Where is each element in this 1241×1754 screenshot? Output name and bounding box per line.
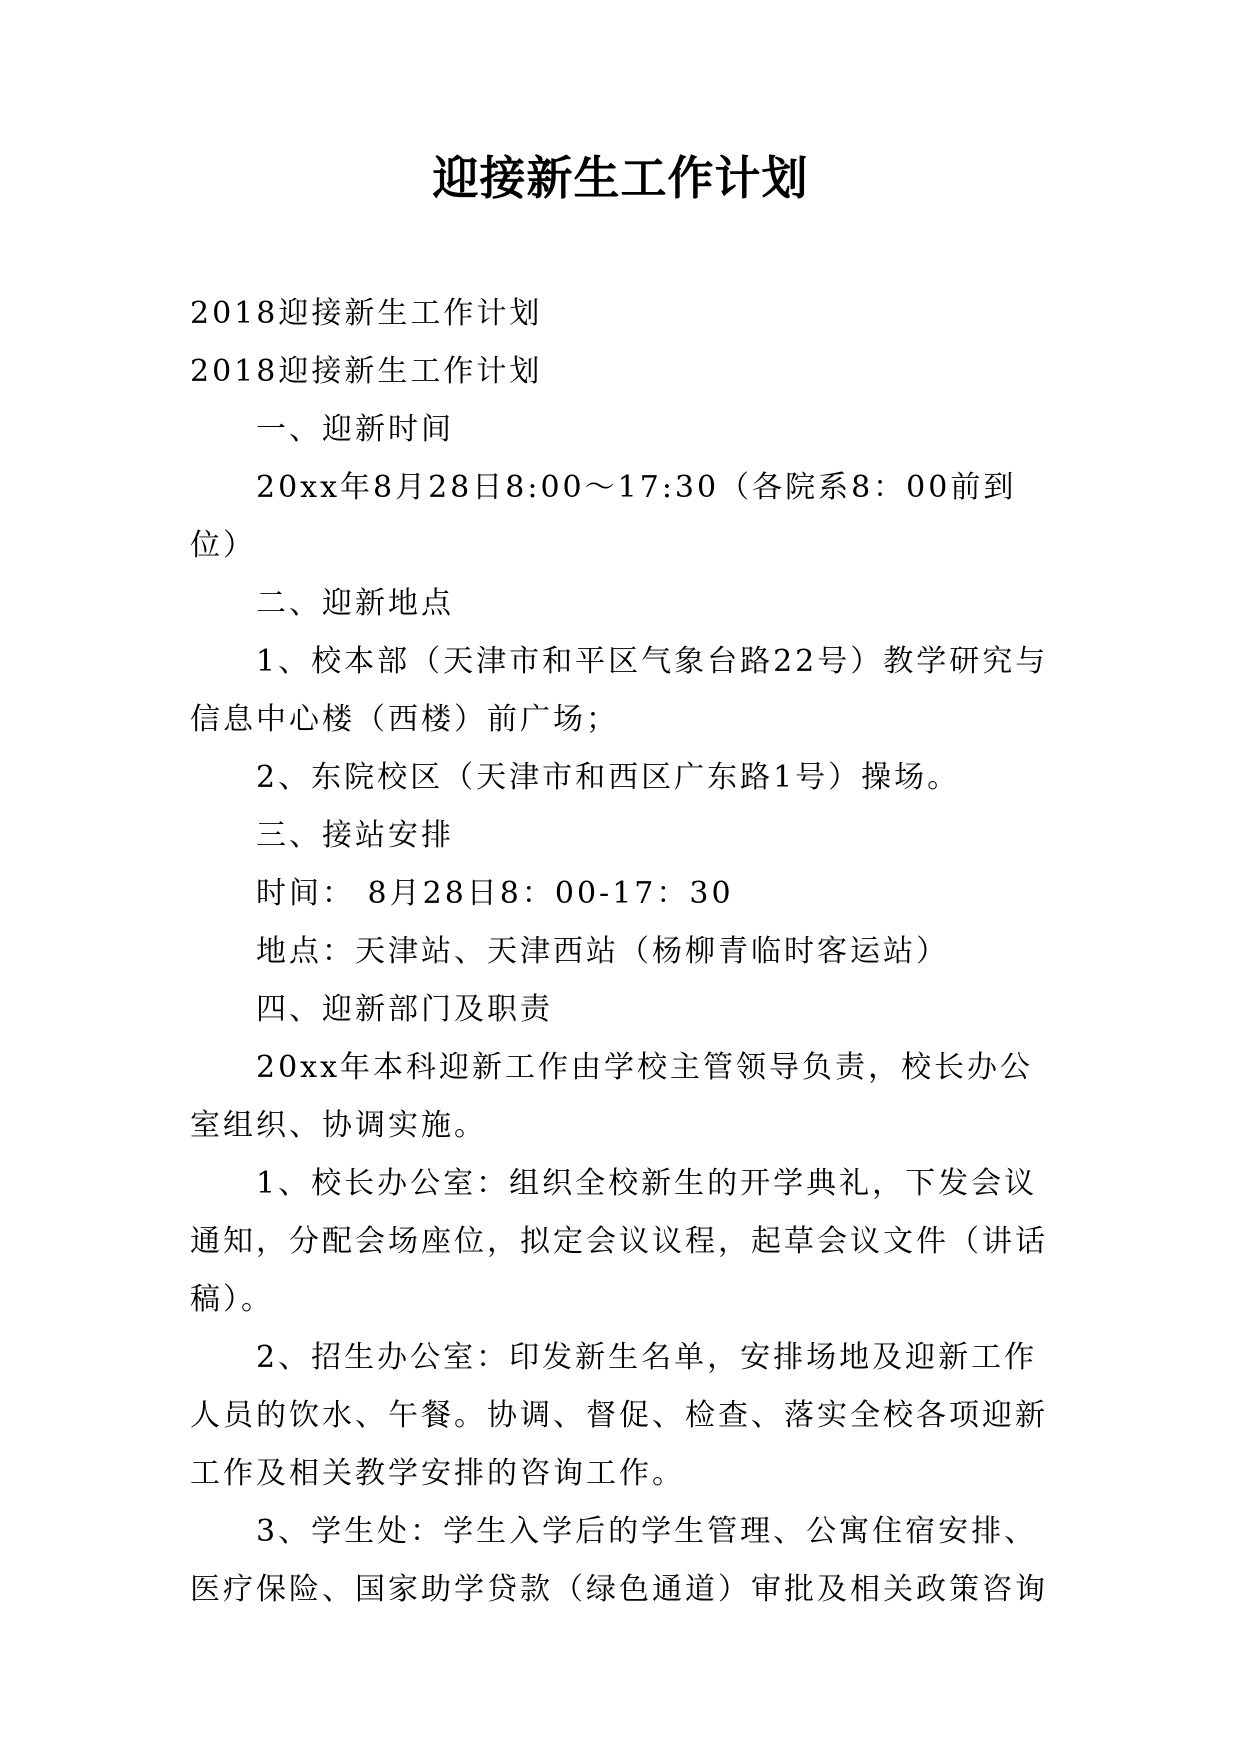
section-heading: 四、迎新部门及职责 <box>256 992 553 1027</box>
paragraph: 20xx年本科迎新工作由学校主管领导负责，校长办公室组织、协调实施。 <box>190 1050 1034 1143</box>
paragraph: 地点：天津站、天津西站（杨柳青临时客运站） <box>256 934 949 969</box>
paragraph: 1、校本部（天津市和平区气象台路22号）教学研究与信息中心楼（西楼）前广场； <box>190 644 1049 737</box>
section-heading: 三、接站安排 <box>256 818 454 853</box>
section-heading: 一、迎新时间 <box>256 412 454 447</box>
paragraph: 1、校长办公室：组织全校新生的开学典礼，下发会议通知，分配会场座位，拟定会议议程，起草会议文件（讲话稿）。 <box>190 1166 1048 1317</box>
paragraph: 2018迎接新生工作计划 <box>190 354 543 389</box>
paragraph: 2、东院校区（天津市和西区广东路1号）操场。 <box>256 760 961 795</box>
document-title: 迎接新生工作计划 <box>432 151 809 205</box>
paragraph: 3、学生处：学生入学后的学生管理、公寓住宿安排、医疗保险、国家助学贷款（绿色通道）审批及相关政策咨询 <box>190 1514 1048 1607</box>
document-body <box>190 285 1050 1619</box>
section-heading: 二、迎新地点 <box>256 586 454 621</box>
paragraph: 时间： 8月28日8：00-17：30 <box>256 876 734 911</box>
paragraph: 2、招生办公室：印发新生名单，安排场地及迎新工作人员的饮水、午餐。协调、督促、检查、落实全校各项迎新工作及相关教学安排的咨询工作。 <box>190 1340 1048 1491</box>
paragraph: 2018迎接新生工作计划 <box>190 296 543 331</box>
paragraph: 20xx年8月28日8:00～17:30（各院系8：00前到位） <box>190 470 1017 563</box>
